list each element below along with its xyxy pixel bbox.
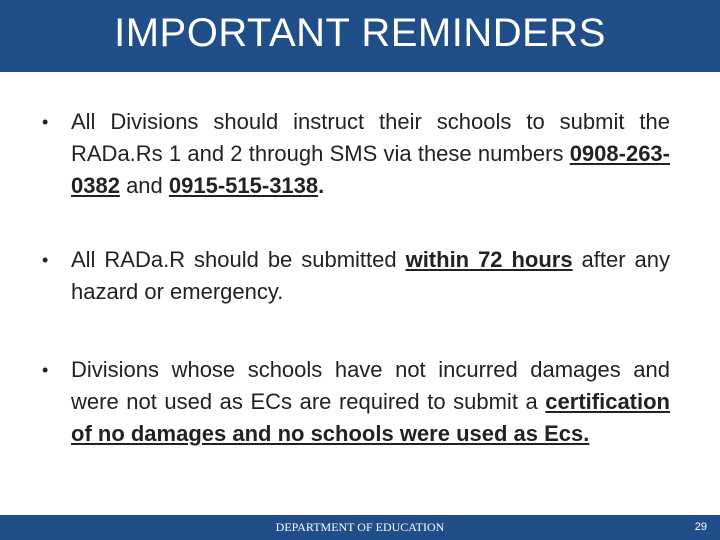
reminder-text-part: . xyxy=(318,173,325,198)
slide-title: IMPORTANT REMINDERS xyxy=(114,10,606,55)
reminder-item-certification xyxy=(42,354,670,450)
reminder-item-sms-numbers xyxy=(42,106,670,202)
reminder-item-deadline xyxy=(42,244,670,308)
reminder-text-part: after any hazard or emergency. xyxy=(71,247,671,304)
deadline-emphasis: within 72 hours xyxy=(405,247,573,272)
reminder-list xyxy=(42,106,670,450)
reminder-text xyxy=(71,354,670,450)
reminder-text-part: All RADa.R should be submitted xyxy=(71,247,406,272)
footer-department: DEPARTMENT OF EDUCATION xyxy=(275,520,445,534)
reminder-text-part: All Divisions should instruct their schools to submit the RADa.Rs 1 and 2 through SMS via these numbers xyxy=(71,109,670,166)
reminder-text xyxy=(71,244,670,308)
reminder-text xyxy=(71,106,670,202)
page-number: 29 xyxy=(694,521,707,533)
bullet-icon: • xyxy=(42,112,49,132)
reminder-text-part: and xyxy=(119,173,169,198)
certification-emphasis: certification of no damages and no schools were used as Ecs. xyxy=(71,389,670,446)
sms-number-1: 0908-263-0382 xyxy=(71,141,670,198)
bullet-icon: • xyxy=(42,360,49,380)
title-bar xyxy=(0,0,720,72)
sms-number-2: 0915-515-3138 xyxy=(168,173,319,198)
reminder-text-part: Divisions whose schools have not incurred damages and were not used as ECs are required to submit a xyxy=(71,357,670,414)
bullet-icon: • xyxy=(42,250,49,270)
footer-bar xyxy=(0,515,720,540)
